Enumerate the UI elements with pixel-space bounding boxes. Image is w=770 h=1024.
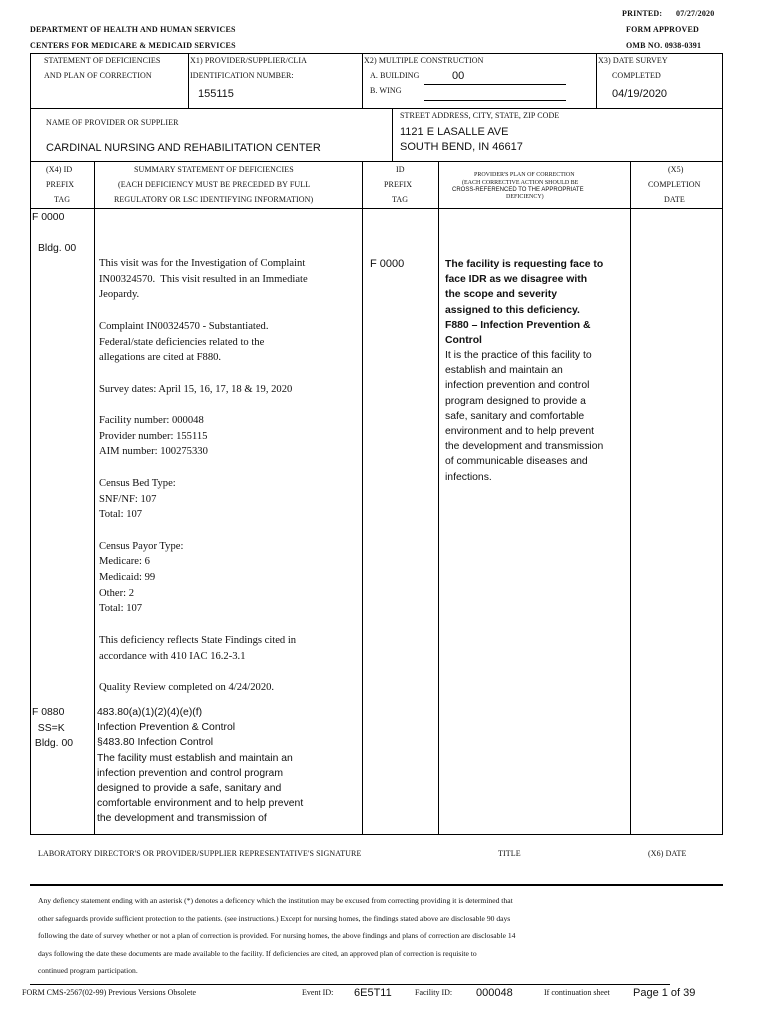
survey-date: 04/19/2020 bbox=[612, 88, 668, 100]
form-approved: FORM APPROVED bbox=[626, 25, 700, 34]
plan-label: AND PLAN OF CORRECTION bbox=[44, 71, 152, 80]
id-tag-f0000: F 0000 bbox=[370, 258, 405, 270]
rule bbox=[94, 161, 95, 834]
plan-text: It is the practice of this facility to establish and maintain an infection prevention and control program designed to provide a safe, sanitary and comfortable environment and to help prevent the development and transmission of communicable diseases and infections. bbox=[445, 350, 604, 483]
bldg-00: Bldg. 00 bbox=[38, 243, 77, 254]
rule bbox=[30, 208, 723, 209]
x1-label: X1) PROVIDER/SUPPLIER/CLIA bbox=[190, 56, 308, 65]
rule bbox=[362, 53, 363, 109]
completion-header: COMPLETION bbox=[648, 180, 701, 189]
disclosure-footnote: Any defiency statement ending with an asterisk (*) denotes a deficency which the institution may be excused from correcting providing it is determined that other safeguards provide sufficient protection to the patients. (see instructions.) Except for nursing homes, the findings stated above are disclosable 90 days following the date of survey whether or not a plan of correction is provided. For nursing homes, the above findings and plans of correction are disclosable 14 days following the date these documents are made available to the facility. If deficiencies are cited, an approved plan of correction is requisite to continued program participation. bbox=[38, 896, 516, 975]
plan-bold-text: The facility is requesting face to face IDR as we disagree with the scope and severity assigned to this deficiency. F880 – Infection Prevention & Control bbox=[445, 259, 604, 347]
x4-header: (X4) ID bbox=[46, 165, 73, 174]
x3-label: X3) DATE SURVEY bbox=[598, 56, 668, 65]
plan-header: PROVIDER'S PLAN OF CORRECTION bbox=[474, 172, 575, 178]
facility-id-label: Facility ID: bbox=[415, 988, 453, 997]
department-title: DEPARTMENT OF HEALTH AND HUMAN SERVICES bbox=[30, 25, 236, 34]
tag-f0880: F 0880 SS=K Bldg. 00 bbox=[32, 707, 74, 750]
address-label: STREET ADDRESS, CITY, STATE, ZIP CODE bbox=[400, 111, 560, 120]
rule bbox=[596, 53, 597, 109]
id-header: ID bbox=[396, 165, 405, 174]
rule bbox=[30, 884, 723, 886]
title-label: TITLE bbox=[498, 849, 521, 858]
printed-label: PRINTED: bbox=[622, 9, 663, 18]
wing-label: B. WING bbox=[370, 86, 402, 95]
provider-id: 155115 bbox=[198, 88, 234, 100]
signature-label: LABORATORY DIRECTOR'S OR PROVIDER/SUPPLIER REPRESENTATIVE'S SIGNATURE bbox=[38, 849, 362, 858]
x6-date-label: (X6) DATE bbox=[648, 849, 687, 858]
facility-id: 000048 bbox=[476, 987, 513, 999]
omb-number: OMB NO. 0938-0391 bbox=[626, 41, 702, 50]
plan-header-4: DEFICIENCY) bbox=[506, 194, 544, 200]
rule bbox=[188, 53, 189, 109]
continuation-label: If continuation sheet bbox=[544, 988, 610, 997]
address-line-1: 1121 E LASALLE AVE bbox=[400, 126, 509, 138]
rule bbox=[30, 834, 723, 835]
summary-statement: This visit was for the Investigation of Complaint IN00324570. This visit resulted in an Immediate Jeopardy. Complaint IN00324570 - Substantiated. Federal/state deficiencies related to the allegations are cited at F880. Survey dates: April 15, 16, 17, 18 & 19, 2020 Facility number: 000048 Provider number: 155115 AIM number: 100275330 Census Bed Type: SNF/NF: 107 Total: 107 Census Payor Type: Medicare: 6 Medicaid: 99 Other: 2 Total: 107 This deficiency reflects State Findings cited in accordance with 410 IAC 16.2-3.1 Quality Review completed on 4/24/2020. bbox=[99, 258, 308, 693]
rule bbox=[392, 108, 393, 162]
event-id: 6E5T11 bbox=[354, 987, 392, 999]
rule bbox=[30, 108, 723, 109]
id-tag-header: TAG bbox=[392, 195, 409, 204]
rule bbox=[30, 161, 723, 162]
rule bbox=[362, 161, 363, 834]
centers-title: CENTERS FOR MEDICARE & MEDICAID SERVICES bbox=[30, 41, 236, 50]
x4-tag: TAG bbox=[54, 195, 71, 204]
rule bbox=[30, 53, 31, 834]
building-value: 00 bbox=[452, 70, 465, 82]
provider-name-label: NAME OF PROVIDER OR SUPPLIER bbox=[46, 118, 179, 127]
id-prefix: PREFIX bbox=[384, 180, 413, 189]
address-line-2: SOUTH BEND, IN 46617 bbox=[400, 141, 523, 153]
statement-label: STATEMENT OF DEFICIENCIES bbox=[44, 56, 161, 65]
x1-label-2: IDENTIFICATION NUMBER: bbox=[190, 71, 294, 80]
rule bbox=[30, 53, 723, 54]
summary-header-3: REGULATORY OR LSC IDENTIFYING INFORMATION) bbox=[114, 195, 314, 204]
summary-header-2: (EACH DEFICIENCY MUST BE PRECEDED BY FULL bbox=[118, 180, 311, 189]
summary-header: SUMMARY STATEMENT OF DEFICIENCIES bbox=[134, 165, 294, 174]
x4-prefix: PREFIX bbox=[46, 180, 75, 189]
printed-date: 07/27/2020 bbox=[676, 9, 715, 18]
rule bbox=[630, 161, 631, 834]
form-number: FORM CMS-2567(02-99) Previous Versions Obsolete bbox=[22, 988, 197, 997]
x2-label: X2) MULTIPLE CONSTRUCTION bbox=[364, 56, 484, 65]
date-header: DATE bbox=[664, 195, 685, 204]
building-label: A. BUILDING bbox=[370, 71, 420, 80]
f880-regulation-text: 483.80(a)(1)(2)(4)(e)(f) Infection Prevention & Control §483.80 Infection Control The facility must establish and maintain an infection prevention and control program designed to provide a safe, sanitary and comfortable environment and to help prevent the development and transmission of bbox=[97, 707, 304, 825]
rule bbox=[438, 161, 439, 834]
event-id-label: Event ID: bbox=[302, 988, 334, 997]
rule bbox=[30, 984, 670, 985]
x5-header: (X5) bbox=[668, 165, 684, 174]
page-number: Page 1 of 39 bbox=[633, 987, 696, 999]
building-line bbox=[424, 84, 566, 85]
rule bbox=[722, 53, 723, 834]
provider-name: CARDINAL NURSING AND REHABILITATION CENTER bbox=[46, 142, 321, 154]
tag-f0000: F 0000 bbox=[32, 212, 65, 223]
wing-line bbox=[424, 100, 566, 101]
plan-header-2: (EACH CORRECTIVE ACTION SHOULD BE bbox=[462, 180, 579, 186]
plan-header-3: CROSS-REFERENCED TO THE APPROPRIATE bbox=[452, 187, 584, 193]
x3-label-2: COMPLETED bbox=[612, 71, 661, 80]
